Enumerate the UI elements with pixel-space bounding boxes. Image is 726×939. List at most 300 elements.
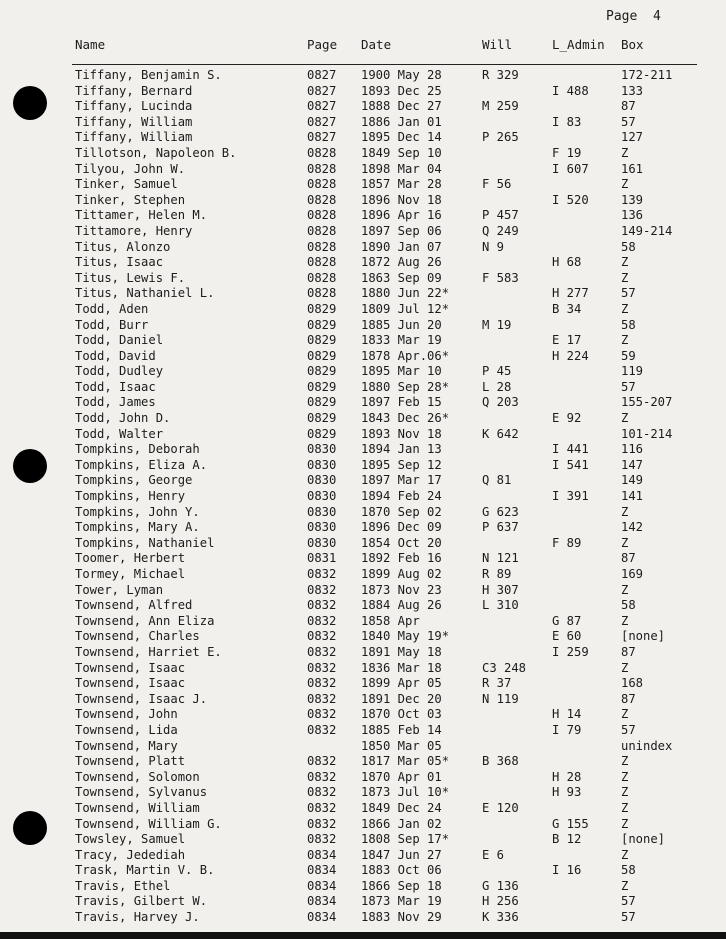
- cell-date: 1896 Apr 16: [361, 208, 442, 223]
- header-name: Name: [75, 37, 106, 52]
- cell-page: 0828: [307, 286, 337, 301]
- cell-date: 1863 Sep 09: [361, 270, 442, 285]
- cell-page: 0830: [307, 457, 337, 472]
- cell-name: Townsend, Lida: [75, 722, 178, 737]
- cell-date: 1850 Mar 05: [361, 738, 442, 753]
- cell-page: 0828: [307, 239, 337, 254]
- cell-box: 168: [621, 676, 644, 691]
- cell-page: 0834: [307, 910, 337, 925]
- cell-box: 136: [621, 208, 644, 223]
- cell-date: 1873 Nov 23: [361, 582, 442, 597]
- cell-box: 116: [621, 442, 644, 457]
- cell-date: 1809 Jul 12*: [361, 301, 450, 316]
- cell-admin: H 68: [552, 255, 582, 270]
- cell-box: Z: [621, 800, 629, 815]
- cell-will: N 119: [482, 691, 519, 706]
- cell-box: 127: [621, 130, 644, 145]
- cell-will: H 307: [482, 582, 519, 597]
- cell-date: 1895 Sep 12: [361, 457, 442, 472]
- cell-will: Q 203: [482, 395, 519, 410]
- cell-page: 0832: [307, 816, 337, 831]
- cell-box: Z: [621, 177, 629, 192]
- table-row: [0, 411, 726, 427]
- cell-page: 0832: [307, 629, 337, 644]
- cell-box: Z: [621, 754, 629, 769]
- cell-name: Todd, James: [75, 395, 156, 410]
- cell-will: Q 249: [482, 223, 519, 238]
- cell-name: Tower, Lyman: [75, 582, 164, 597]
- cell-page: 0829: [307, 395, 337, 410]
- cell-box: 58: [621, 239, 636, 254]
- cell-name: Tiffany, Lucinda: [75, 99, 193, 114]
- cell-page: 0832: [307, 832, 337, 847]
- cell-name: Tiffany, Bernard: [75, 83, 193, 98]
- table-row: [0, 832, 726, 848]
- cell-admin: H 93: [552, 785, 582, 800]
- cell-date: 1873 Jul 10*: [361, 785, 450, 800]
- table-row: [0, 739, 726, 755]
- cell-will: M 19: [482, 317, 512, 332]
- table-row: [0, 770, 726, 786]
- cell-box: 57: [621, 379, 636, 394]
- cell-page: 0830: [307, 535, 337, 550]
- cell-will: K 642: [482, 426, 519, 441]
- cell-name: Townsend, Sylvanus: [75, 785, 208, 800]
- cell-date: 1892 Feb 16: [361, 551, 442, 566]
- table-row: [0, 130, 726, 146]
- table-row: [0, 224, 726, 240]
- cell-box: 149-214: [621, 223, 673, 238]
- table-row: [0, 692, 726, 708]
- cell-page: 0832: [307, 660, 337, 675]
- table-row: [0, 318, 726, 334]
- cell-name: Townsend, Solomon: [75, 769, 200, 784]
- cell-name: Tiffany, William: [75, 130, 193, 145]
- cell-page: 0830: [307, 520, 337, 535]
- cell-box: 87: [621, 644, 636, 659]
- cell-date: 1896 Dec 09: [361, 520, 442, 535]
- header-box: Box: [621, 37, 644, 52]
- cell-name: Tiffany, William: [75, 114, 193, 129]
- cell-name: Townsend, Mary: [75, 738, 178, 753]
- page-value: 4: [652, 9, 661, 24]
- cell-date: 1880 Jun 22*: [361, 286, 450, 301]
- cell-page: 0830: [307, 489, 337, 504]
- cell-page: 0832: [307, 644, 337, 659]
- cell-box: [none]: [621, 832, 666, 847]
- table-row: [0, 785, 726, 801]
- cell-box: Z: [621, 535, 629, 550]
- cell-name: Tracy, Jedediah: [75, 847, 186, 862]
- cell-box: 57: [621, 114, 636, 129]
- cell-page: 0829: [307, 301, 337, 316]
- cell-page: 0827: [307, 68, 337, 82]
- table-row: [0, 661, 726, 677]
- cell-will: P 45: [482, 364, 512, 379]
- table-row: [0, 427, 726, 443]
- table-row: [0, 551, 726, 567]
- cell-admin: I 16: [552, 863, 582, 878]
- cell-will: G 623: [482, 504, 519, 519]
- cell-name: Travis, Ethel: [75, 878, 171, 893]
- cell-name: Todd, Aden: [75, 301, 149, 316]
- table-row: [0, 177, 726, 193]
- cell-page: 0830: [307, 504, 337, 519]
- cell-box: 119: [621, 364, 644, 379]
- cell-page: 0828: [307, 192, 337, 207]
- cell-admin: H 14: [552, 707, 582, 722]
- cell-page: 0828: [307, 255, 337, 270]
- cell-name: Townsend, Platt: [75, 754, 186, 769]
- cell-box: 58: [621, 598, 636, 613]
- table-row: [0, 99, 726, 115]
- cell-page: 0830: [307, 442, 337, 457]
- table-row: [0, 723, 726, 739]
- cell-page: 0834: [307, 894, 337, 909]
- cell-admin: B 12: [552, 832, 582, 847]
- table-row: [0, 442, 726, 458]
- cell-page: 0827: [307, 114, 337, 129]
- cell-date: 1843 Dec 26*: [361, 411, 450, 426]
- cell-admin: E 92: [552, 411, 582, 426]
- cell-box: Z: [621, 504, 629, 519]
- cell-box: 59: [621, 348, 636, 363]
- cell-will: B 368: [482, 754, 519, 769]
- cell-admin: G 155: [552, 816, 589, 831]
- cell-date: 1858 Apr: [361, 613, 420, 628]
- cell-date: 1898 Mar 04: [361, 161, 442, 176]
- cell-admin: G 87: [552, 613, 582, 628]
- cell-name: Todd, Walter: [75, 426, 164, 441]
- table-row: [0, 255, 726, 271]
- table-row: [0, 473, 726, 489]
- cell-page: 0829: [307, 426, 337, 441]
- cell-page: 0832: [307, 722, 337, 737]
- table-row: [0, 333, 726, 349]
- cell-box: Z: [621, 270, 629, 285]
- cell-admin: F 89: [552, 535, 582, 550]
- page-number: [606, 9, 661, 24]
- cell-will: N 121: [482, 551, 519, 566]
- cell-page: 0834: [307, 863, 337, 878]
- table-row: [0, 146, 726, 162]
- cell-date: 1880 Sep 28*: [361, 379, 450, 394]
- table-row: [0, 598, 726, 614]
- table-row: [0, 458, 726, 474]
- cell-page: 0832: [307, 613, 337, 628]
- cell-will: C3 248: [482, 660, 527, 675]
- cell-box: 87: [621, 691, 636, 706]
- cell-date: 1833 Mar 19: [361, 333, 442, 348]
- table-row: [0, 505, 726, 521]
- cell-date: 1894 Feb 24: [361, 489, 442, 504]
- cell-box: Z: [621, 582, 629, 597]
- cell-box: 57: [621, 286, 636, 301]
- cell-admin: E 17: [552, 333, 582, 348]
- cell-date: 1896 Nov 18: [361, 192, 442, 207]
- cell-page: 0832: [307, 769, 337, 784]
- cell-date: 1878 Apr.06*: [361, 348, 450, 363]
- cell-date: 1888 Dec 27: [361, 99, 442, 114]
- cell-name: Tittamore, Henry: [75, 223, 193, 238]
- cell-name: Tompkins, Eliza A.: [75, 457, 208, 472]
- cell-date: 1873 Mar 19: [361, 894, 442, 909]
- table-row: [0, 567, 726, 583]
- cell-name: Travis, Harvey J.: [75, 910, 200, 925]
- cell-will: F 583: [482, 270, 519, 285]
- cell-box: 87: [621, 551, 636, 566]
- cell-date: 1897 Mar 17: [361, 473, 442, 488]
- cell-name: Tilyou, John W.: [75, 161, 186, 176]
- cell-page: 0832: [307, 582, 337, 597]
- cell-name: Townsend, Isaac J.: [75, 691, 208, 706]
- cell-admin: I 79: [552, 722, 582, 737]
- header-will: Will: [482, 37, 513, 52]
- cell-will: G 136: [482, 878, 519, 893]
- cell-page: 0831: [307, 551, 337, 566]
- cell-will: M 259: [482, 99, 519, 114]
- cell-box: Z: [621, 333, 629, 348]
- cell-page: 0828: [307, 270, 337, 285]
- cell-box: 142: [621, 520, 644, 535]
- cell-name: Tompkins, Mary A.: [75, 520, 200, 535]
- cell-page: 0829: [307, 364, 337, 379]
- cell-date: 1895 Dec 14: [361, 130, 442, 145]
- cell-name: Townsend, John: [75, 707, 178, 722]
- cell-will: P 265: [482, 130, 519, 145]
- cell-name: Trask, Martin V. B.: [75, 863, 215, 878]
- cell-will: Q 81: [482, 473, 512, 488]
- cell-name: Tillotson, Napoleon B.: [75, 145, 237, 160]
- cell-box: Z: [621, 411, 629, 426]
- cell-date: 1883 Oct 06: [361, 863, 442, 878]
- cell-name: Titus, Isaac: [75, 255, 164, 270]
- cell-box: 161: [621, 161, 644, 176]
- cell-box: 57: [621, 722, 636, 737]
- cell-will: R 37: [482, 676, 512, 691]
- cell-will: L 28: [482, 379, 512, 394]
- table-row: [0, 380, 726, 396]
- table-row: [0, 910, 726, 926]
- cell-page: 0832: [307, 800, 337, 815]
- cell-date: 1870 Apr 01: [361, 769, 442, 784]
- cell-name: Tormey, Michael: [75, 567, 186, 581]
- cell-date: 1891 Dec 20: [361, 691, 442, 706]
- cell-will: P 457: [482, 208, 519, 223]
- cell-box: 141: [621, 489, 644, 504]
- table-row: [0, 208, 726, 224]
- cell-date: 1899 Aug 02: [361, 567, 442, 581]
- cell-will: E 120: [482, 800, 519, 815]
- cell-name: Tompkins, Henry: [75, 489, 186, 504]
- cell-name: Tompkins, John Y.: [75, 504, 200, 519]
- page-label: Page: [606, 9, 638, 24]
- cell-box: unindex: [621, 738, 673, 753]
- table-row: [0, 629, 726, 645]
- cell-box: Z: [621, 707, 629, 722]
- cell-date: 1847 Jun 27: [361, 847, 442, 862]
- cell-name: Townsend, Alfred: [75, 598, 193, 613]
- cell-name: Todd, Isaac: [75, 379, 156, 394]
- cell-date: 1897 Sep 06: [361, 223, 442, 238]
- table-row: [0, 583, 726, 599]
- cell-will: H 256: [482, 894, 519, 909]
- table-row: [0, 68, 726, 84]
- cell-date: 1893 Nov 18: [361, 426, 442, 441]
- cell-name: Tittamer, Helen M.: [75, 208, 208, 223]
- cell-page: 0829: [307, 379, 337, 394]
- cell-date: 1900 May 28: [361, 68, 442, 82]
- cell-page: 0828: [307, 223, 337, 238]
- cell-box: 172-211: [621, 68, 673, 82]
- cell-name: Townsend, Isaac: [75, 660, 186, 675]
- table-row: [0, 489, 726, 505]
- header-admin: L_Admin: [552, 37, 605, 52]
- table-row: [0, 162, 726, 178]
- cell-name: Townsend, Charles: [75, 629, 200, 644]
- cell-will: K 336: [482, 910, 519, 925]
- table-row: [0, 193, 726, 209]
- cell-admin: H 28: [552, 769, 582, 784]
- scan-edge: [0, 932, 726, 939]
- cell-page: 0828: [307, 177, 337, 192]
- cell-date: 1891 May 18: [361, 644, 442, 659]
- cell-name: Titus, Lewis F.: [75, 270, 186, 285]
- cell-box: 169: [621, 567, 644, 581]
- cell-admin: I 520: [552, 192, 589, 207]
- table-row: [0, 879, 726, 895]
- cell-box: 149: [621, 473, 644, 488]
- cell-name: Towsley, Samuel: [75, 832, 186, 847]
- cell-box: 139: [621, 192, 644, 207]
- cell-date: 1857 Mar 28: [361, 177, 442, 192]
- table-row: [0, 520, 726, 536]
- cell-name: Titus, Alonzo: [75, 239, 171, 254]
- cell-date: 1884 Aug 26: [361, 598, 442, 613]
- header-date: Date: [361, 37, 392, 52]
- table-row: [0, 349, 726, 365]
- cell-will: F 56: [482, 177, 512, 192]
- cell-box: Z: [621, 255, 629, 270]
- cell-name: Todd, Daniel: [75, 333, 164, 348]
- cell-will: L 310: [482, 598, 519, 613]
- cell-name: Townsend, William: [75, 800, 200, 815]
- cell-page: 0829: [307, 348, 337, 363]
- cell-date: 1893 Dec 25: [361, 83, 442, 98]
- cell-name: Tiffany, Benjamin S.: [75, 68, 222, 82]
- cell-page: 0834: [307, 847, 337, 862]
- table-row: [0, 676, 726, 692]
- cell-page: 0832: [307, 785, 337, 800]
- cell-date: 1849 Sep 10: [361, 145, 442, 160]
- record-list: [0, 68, 726, 926]
- cell-will: E 6: [482, 847, 505, 862]
- cell-date: 1899 Apr 05: [361, 676, 442, 691]
- cell-date: 1808 Sep 17*: [361, 832, 450, 847]
- cell-date: 1849 Dec 24: [361, 800, 442, 815]
- table-row: [0, 536, 726, 552]
- cell-date: 1817 Mar 05*: [361, 754, 450, 769]
- cell-name: Todd, Dudley: [75, 364, 164, 379]
- cell-box: Z: [621, 769, 629, 784]
- cell-page: 0827: [307, 83, 337, 98]
- cell-admin: I 541: [552, 457, 589, 472]
- cell-box: 87: [621, 99, 636, 114]
- cell-will: P 637: [482, 520, 519, 535]
- table-row: [0, 302, 726, 318]
- cell-name: Titus, Nathaniel L.: [75, 286, 215, 301]
- cell-page: 0834: [307, 878, 337, 893]
- table-row: [0, 817, 726, 833]
- cell-box: 101-214: [621, 426, 673, 441]
- cell-date: 1895 Mar 10: [361, 364, 442, 379]
- cell-box: 147: [621, 457, 644, 472]
- cell-admin: H 277: [552, 286, 589, 301]
- cell-box: Z: [621, 660, 629, 675]
- table-row: [0, 863, 726, 879]
- table-row: [0, 754, 726, 770]
- cell-page: 0832: [307, 676, 337, 691]
- cell-page: 0829: [307, 411, 337, 426]
- cell-page: 0832: [307, 598, 337, 613]
- cell-name: Tompkins, George: [75, 473, 193, 488]
- table-row: [0, 286, 726, 302]
- cell-box: 155-207: [621, 395, 673, 410]
- table-row: [0, 894, 726, 910]
- cell-page: 0832: [307, 754, 337, 769]
- cell-box: Z: [621, 613, 629, 628]
- cell-box: Z: [621, 785, 629, 800]
- cell-box: 58: [621, 863, 636, 878]
- cell-admin: I 259: [552, 644, 589, 659]
- cell-admin: B 34: [552, 301, 582, 316]
- table-row: [0, 395, 726, 411]
- cell-page: 0829: [307, 333, 337, 348]
- cell-box: 57: [621, 910, 636, 925]
- cell-date: 1872 Aug 26: [361, 255, 442, 270]
- cell-name: Tinker, Stephen: [75, 192, 186, 207]
- cell-name: Townsend, Harriet E.: [75, 644, 222, 659]
- cell-date: 1840 May 19*: [361, 629, 450, 644]
- cell-date: 1885 Feb 14: [361, 722, 442, 737]
- cell-date: 1854 Oct 20: [361, 535, 442, 550]
- cell-box: 58: [621, 317, 636, 332]
- cell-page: 0830: [307, 473, 337, 488]
- cell-date: 1866 Sep 18: [361, 878, 442, 893]
- table-row: [0, 240, 726, 256]
- cell-page: 0832: [307, 567, 337, 581]
- cell-page: 0827: [307, 130, 337, 145]
- cell-name: Tompkins, Deborah: [75, 442, 200, 457]
- cell-date: 1886 Jan 01: [361, 114, 442, 129]
- cell-box: 57: [621, 894, 636, 909]
- table-row: [0, 707, 726, 723]
- cell-page: 0828: [307, 145, 337, 160]
- cell-name: Travis, Gilbert W.: [75, 894, 208, 909]
- cell-admin: F 19: [552, 145, 582, 160]
- cell-name: Todd, David: [75, 348, 156, 363]
- cell-date: 1870 Oct 03: [361, 707, 442, 722]
- cell-box: Z: [621, 301, 629, 316]
- table-row: [0, 614, 726, 630]
- cell-date: 1866 Jan 02: [361, 816, 442, 831]
- cell-admin: I 607: [552, 161, 589, 176]
- cell-admin: I 391: [552, 489, 589, 504]
- cell-date: 1897 Feb 15: [361, 395, 442, 410]
- cell-page: 0832: [307, 707, 337, 722]
- cell-page: 0828: [307, 161, 337, 176]
- cell-name: Tinker, Samuel: [75, 177, 178, 192]
